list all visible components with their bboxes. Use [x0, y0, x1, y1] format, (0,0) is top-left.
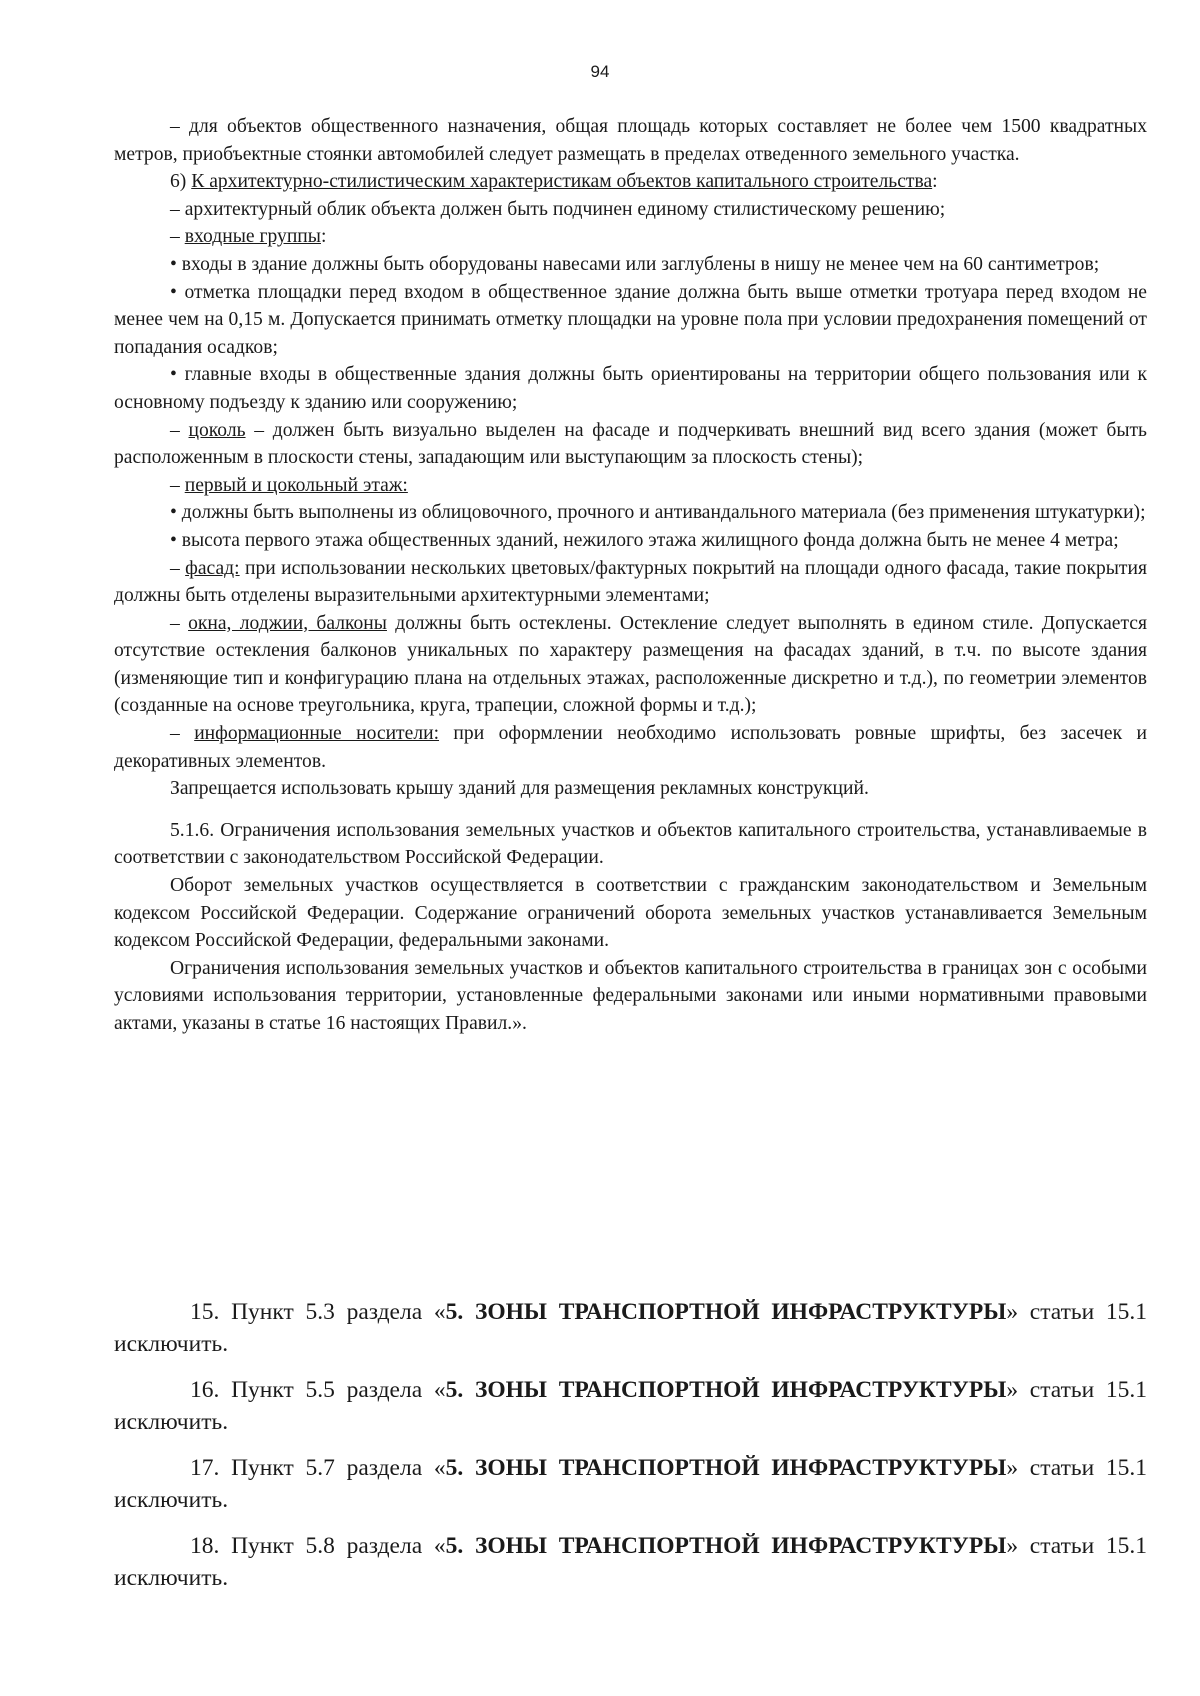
list-marker: •	[170, 502, 182, 524]
page-number: 94	[590, 62, 610, 81]
paragraph-text: главные входы в общественные здания должны быть ориентированы на территории общего пользования или к основному подъезду к зданию или сооружению;	[114, 364, 1147, 413]
amendment-prefix: 17. Пункт 5.7 раздела «	[190, 1455, 446, 1481]
list-marker: •	[170, 364, 185, 386]
amendment-text	[114, 1530, 1147, 1594]
paragraph	[114, 610, 1147, 720]
paragraph	[114, 499, 1147, 527]
amendment-item	[114, 1296, 1147, 1360]
list-marker: –	[170, 612, 189, 634]
amendment-item	[114, 1452, 1147, 1516]
paragraph-gap	[114, 803, 1147, 817]
section-title: 5. ЗОНЫ ТРАНСПОРТНОЙ ИНФРАСТРУКТУРЫ	[445, 1533, 1007, 1559]
underlined-term: информационные носители:	[194, 723, 440, 745]
list-marker: •	[170, 529, 182, 551]
underlined-term: К архитектурно-стилистическим характеристикам объектов капитального строительства	[191, 171, 933, 193]
amendment-prefix: 15. Пункт 5.3 раздела «	[190, 1299, 446, 1325]
amendment-text	[114, 1296, 1147, 1360]
amendment-prefix: 16. Пункт 5.5 раздела «	[190, 1377, 446, 1403]
paragraph-text: для объектов общественного назначения, общая площадь которых составляет не более чем 1500 квадратных метров, приобъектные стоянки автомобилей следует размещать в пределах отведенного земельного участка.	[114, 116, 1147, 165]
section-title: 5. ЗОНЫ ТРАНСПОРТНОЙ ИНФРАСТРУКТУРЫ	[445, 1377, 1007, 1403]
paragraph-text: входы в здание должны быть оборудованы навесами или заглублены в нишу не менее чем на 60 сантиметров;	[181, 253, 1100, 275]
list-marker: –	[170, 723, 195, 745]
amendment-item	[114, 1374, 1147, 1438]
section-paragraph: Оборот земельных участков осуществляется в соответствии с гражданским законодательством и Земельным кодексом Российской Федерации. Содержание ограничений оборота земельных участков устанавливается Земельным кодексом Российской Федерации, федеральными законами.	[114, 875, 1147, 952]
paragraph-text: – должен быть визуально выделен на фасаде и подчеркивать внешний вид всего здания (может быть расположенным в плоскости стены, западающим или выступающим за плоскость стены);	[114, 419, 1147, 469]
list-marker: –	[170, 474, 185, 496]
section-title: 5. ЗОНЫ ТРАНСПОРТНОЙ ИНФРАСТРУКТУРЫ	[445, 1299, 1007, 1325]
paragraph	[114, 196, 1147, 224]
list-marker: –	[170, 419, 189, 441]
amendment-prefix: 18. Пункт 5.8 раздела «	[190, 1533, 446, 1559]
list-marker: –	[170, 226, 185, 248]
paragraph	[114, 223, 1147, 251]
list-marker: •	[170, 253, 182, 275]
list-marker: –	[170, 116, 190, 137]
paragraph-text: :	[320, 226, 327, 248]
underlined-term: окна, лоджии, балконы	[188, 612, 387, 634]
underlined-term: первый и цокольный этаж:	[184, 474, 408, 496]
list-marker: –	[170, 198, 185, 220]
paragraph	[114, 361, 1147, 416]
paragraph-text: должны быть выполнены из облицовочного, прочного и антивандального материала (без применения штукатурки);	[181, 502, 1146, 524]
paragraph	[114, 251, 1147, 279]
list-marker: 6)	[170, 171, 192, 193]
paragraph-text: :	[932, 171, 938, 193]
amendment-suffix: » статьи 15.1 исключить.	[114, 1377, 1148, 1435]
section-paragraph: 5.1.6. Ограничения использования земельных участков и объектов капитального строительства, устанавливаемые в соответствии с законодательством Российской Федерации.	[114, 819, 1147, 869]
underlined-term: фасад:	[185, 557, 240, 579]
paragraph	[114, 555, 1147, 610]
paragraph	[114, 472, 1147, 500]
section-title: 5. ЗОНЫ ТРАНСПОРТНОЙ ИНФРАСТРУКТУРЫ	[445, 1455, 1007, 1481]
amendment-suffix: » статьи 15.1 исключить.	[114, 1455, 1148, 1513]
paragraph-text: высота первого этажа общественных зданий, нежилого этажа жилищного фонда должна быть не менее 4 метра;	[181, 529, 1119, 551]
amendment-suffix: » статьи 15.1 исключить.	[114, 1533, 1148, 1591]
list-marker: –	[170, 557, 186, 579]
underlined-term: входные группы	[184, 226, 321, 248]
paragraph-text: Запрещается использовать крышу зданий для размещения рекламных конструкций.	[170, 778, 869, 800]
section-paragraph: Ограничения использования земельных участков и объектов капитального строительства в границах зон с особыми условиями использования территории, установленные федеральными законами или иными нормативными правовыми актами, указаны в статье 16 настоящих Правил.».	[114, 957, 1147, 1034]
paragraph	[114, 113, 1147, 168]
paragraph	[114, 527, 1147, 555]
underlined-term: цоколь	[188, 419, 246, 441]
paragraph-text: при использовании нескольких цветовых/фактурных покрытий на площади одного фасада, такие покрытия должны быть отделены выразительными архитектурными элементами;	[114, 557, 1147, 607]
paragraph-text: при оформлении необходимо использовать ровные шрифты, без засечек и декоративных элементов.	[114, 723, 1147, 772]
paragraph-text: должны быть остеклены. Остекление следует выполнять в едином стиле. Допускается отсутствие остекления балконов уникальных по характеру размещения на фасадах зданий, в т.ч. по высоте здания (изменяющие тип и конфигурацию плана на отдельных этажах, расположенные дискретно и т.д.), по геометрии элементов (созданные на основе треугольника, круга, трапеции, сложной формы и т.д.);	[114, 612, 1147, 717]
paragraph-text: архитектурный облик объекта должен быть подчинен единому стилистическому решению;	[184, 198, 946, 220]
body-text	[114, 113, 1147, 1038]
paragraph	[114, 775, 1147, 803]
paragraph	[114, 720, 1147, 775]
paragraph	[114, 417, 1147, 472]
paragraph	[114, 168, 1147, 196]
amendment-item	[114, 1530, 1147, 1594]
paragraph	[114, 279, 1147, 362]
list-marker: •	[170, 281, 185, 303]
amendment-text	[114, 1452, 1147, 1516]
amendment-suffix: » статьи 15.1 исключить.	[114, 1299, 1148, 1357]
amendment-text	[114, 1374, 1147, 1438]
paragraph-text: отметка площадки перед входом в общественное здание должна быть выше отметки тротуара перед входом не менее чем на 0,15 м. Допускается принимать отметку площадки на уровне пола при условии предохранения помещений от попадания осадков;	[114, 281, 1148, 358]
